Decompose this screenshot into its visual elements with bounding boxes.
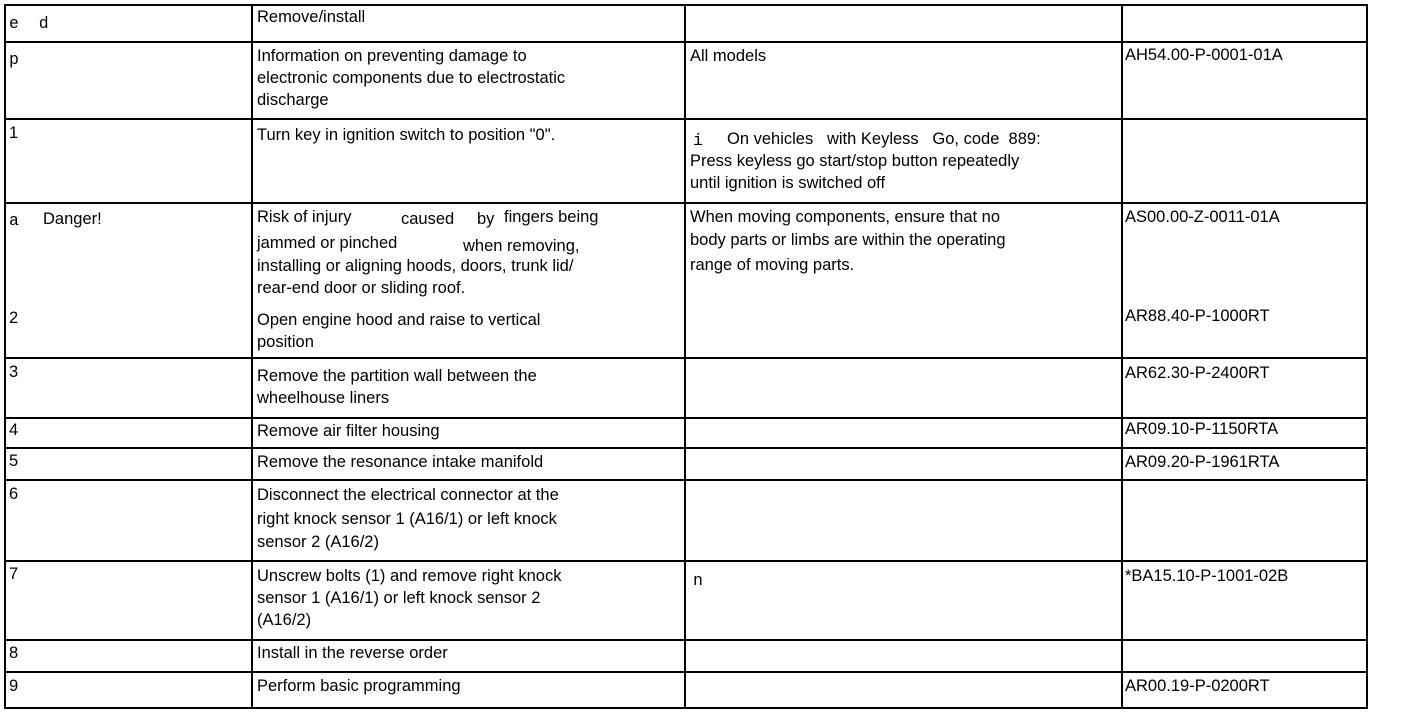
action-text: fingers being	[504, 208, 599, 226]
row-divider	[4, 118, 1368, 120]
action-text: position	[257, 333, 314, 351]
action-text: Unscrew bolts (1) and remove right knock	[257, 567, 562, 585]
info-icon: i	[693, 131, 703, 150]
action-text: Disconnect the electrical connector at the	[257, 486, 559, 504]
note-text: When moving components, ensure that no	[690, 208, 1001, 226]
row-divider	[4, 560, 1368, 562]
note-icon: n	[693, 571, 703, 590]
note-text: On vehicles with Keyless Go, code 889:	[727, 130, 1041, 148]
action-text: Install in the reverse order	[257, 644, 448, 662]
action-text: when removing,	[463, 237, 580, 255]
document-reference: AH54.00-P-0001-01A	[1125, 46, 1283, 64]
action-text: Risk of injury	[257, 208, 352, 226]
document-reference: AR88.40-P-1000RT	[1125, 307, 1270, 325]
row-divider	[4, 357, 1368, 359]
step-number: 5	[9, 452, 19, 470]
action-text: jammed or pinched	[257, 234, 398, 252]
step-number: 2	[9, 309, 19, 327]
action-text: electronic components due to electrostatic	[257, 69, 566, 87]
action-text: installing or aligning hoods, doors, trunk lid/	[257, 257, 574, 275]
action-text: rear-end door or sliding roof.	[257, 279, 466, 297]
step-number: 6	[9, 485, 19, 503]
danger-icon: a	[9, 211, 19, 230]
row-divider	[4, 41, 1368, 43]
step-icon-label: e d	[9, 14, 49, 33]
note-text: range of moving parts.	[690, 256, 855, 274]
action-text: Remove/install	[257, 8, 366, 26]
row-divider	[4, 479, 1368, 481]
action-text: (A16/2)	[257, 611, 312, 629]
document-reference: AR62.30-P-2400RT	[1125, 364, 1270, 382]
action-text: sensor 2 (A16/2)	[257, 533, 379, 551]
action-text: Remove the resonance intake manifold	[257, 453, 544, 471]
procedure-table	[4, 4, 1368, 709]
note-text: All models	[690, 47, 767, 65]
row-divider	[4, 639, 1368, 641]
row-divider	[4, 4, 1368, 6]
action-text: Perform basic programming	[257, 677, 461, 695]
document-reference: AR09.10-P-1150RTA	[1125, 420, 1279, 438]
action-text: Information on preventing damage to	[257, 47, 527, 65]
danger-label: Danger!	[43, 210, 102, 228]
step-number: 1	[9, 124, 19, 142]
action-text: discharge	[257, 91, 329, 109]
action-text: wheelhouse liners	[257, 389, 390, 407]
document-reference: *BA15.10-P-1001-02B	[1125, 567, 1289, 585]
action-text: caused	[401, 210, 455, 228]
document-reference: AR09.20-P-1961RTA	[1125, 453, 1280, 471]
step-number: 3	[9, 363, 19, 381]
action-text: by	[477, 210, 495, 228]
step-number: 9	[9, 677, 19, 695]
table-border-bottom	[4, 707, 1368, 709]
document-reference: AS00.00-Z-0011-01A	[1125, 208, 1280, 226]
note-text: body parts or limbs are within the operating	[690, 231, 1006, 249]
action-text: Open engine hood and raise to vertical	[257, 311, 541, 329]
action-text: Remove air filter housing	[257, 422, 440, 440]
action-text: Turn key in ignition switch to position "0".	[257, 126, 556, 144]
action-text: sensor 1 (A16/1) or left knock sensor 2	[257, 589, 541, 607]
step-number: 8	[9, 644, 19, 662]
action-text: right knock sensor 1 (A16/1) or left knock	[257, 510, 557, 528]
step-number: 4	[9, 421, 19, 439]
note-text: until ignition is switched off	[690, 174, 886, 192]
row-divider	[4, 202, 1368, 204]
row-divider	[4, 447, 1368, 449]
action-text: Remove the partition wall between the	[257, 367, 537, 385]
protection-icon: p	[9, 50, 19, 69]
document-reference: AR00.19-P-0200RT	[1125, 677, 1270, 695]
note-text: Press keyless go start/stop button repeatedly	[690, 152, 1020, 170]
step-number: 7	[9, 565, 19, 583]
row-divider	[4, 671, 1368, 673]
